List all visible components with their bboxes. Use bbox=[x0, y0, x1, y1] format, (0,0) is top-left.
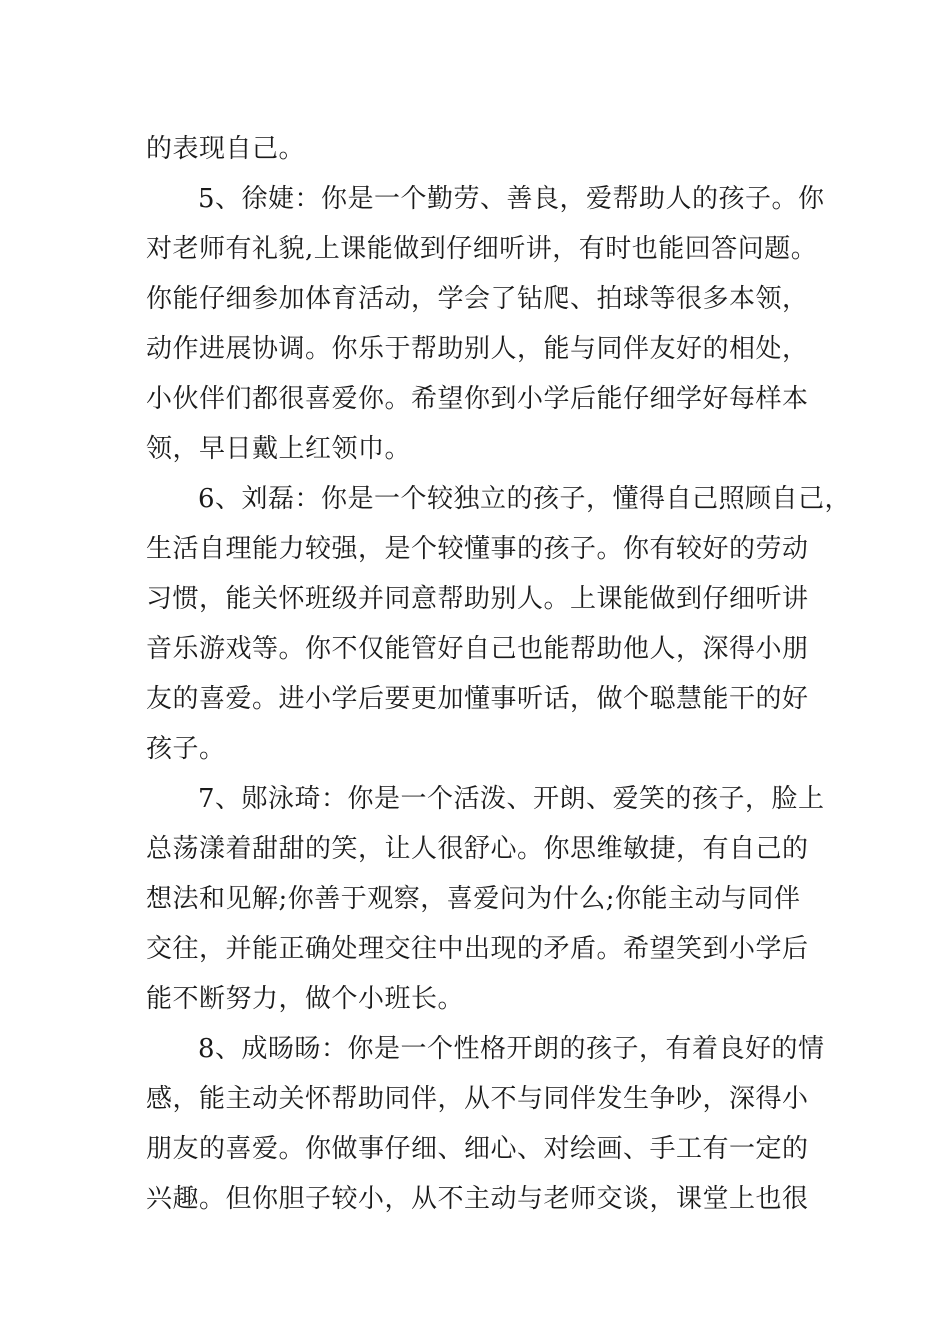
text-line: 的表现自己。 bbox=[146, 134, 306, 164]
text-line: 交往，并能正确处理交往中出现的矛盾。希望笑到小学后 bbox=[146, 934, 809, 964]
text-line: 兴趣。但你胆子较小，从不主动与老师交谈，课堂上也很 bbox=[146, 1184, 809, 1214]
text-line: 习惯，能关怀班级并同意帮助别人。上课能做到仔细听讲 bbox=[146, 584, 809, 614]
text-line: 想法和见解;你善于观察，喜爱问为什么;你能主动与同伴 bbox=[146, 884, 801, 914]
text-line: 小伙伴们都很喜爱你。希望你到小学后能仔细学好每样本 bbox=[146, 384, 809, 414]
text-line: 朋友的喜爱。你做事仔细、细心、对绘画、手工有一定的 bbox=[146, 1134, 809, 1164]
text-line: 生活自理能力较强，是个较懂事的孩子。你有较好的劳动 bbox=[146, 534, 809, 564]
paragraph-6-start: 6、刘磊：你是一个较独立的孩子，懂得自己照顾自己， bbox=[198, 484, 852, 514]
text-line: 孩子。 bbox=[146, 734, 226, 764]
text-line: 对老师有礼貌,上课能做到仔细听讲，有时也能回答问题。 bbox=[146, 234, 818, 264]
text-line: 友的喜爱。进小学后要更加懂事听话，做个聪慧能干的好 bbox=[146, 684, 809, 714]
text-line: 你能仔细参加体育活动，学会了钻爬、拍球等很多本领， bbox=[146, 284, 809, 314]
paragraph-8-start: 8、成旸旸：你是一个性格开朗的孩子，有着良好的情 bbox=[198, 1034, 825, 1064]
text-line: 音乐游戏等。你不仅能管好自己也能帮助他人，深得小朋 bbox=[146, 634, 809, 664]
text-line: 领，早日戴上红领巾。 bbox=[146, 434, 412, 464]
paragraph-5-start: 5、徐婕：你是一个勤劳、善良，爱帮助人的孩子。你 bbox=[198, 184, 825, 214]
text-line: 感，能主动关怀帮助同伴，从不与同伴发生争吵，深得小 bbox=[146, 1084, 809, 1114]
text-line: 动作进展协调。你乐于帮助别人，能与同伴友好的相处， bbox=[146, 334, 809, 364]
paragraph-7-start: 7、郧泳琦：你是一个活泼、开朗、爱笑的孩子，脸上 bbox=[198, 784, 825, 814]
text-line: 总荡漾着甜甜的笑，让人很舒心。你思维敏捷，有自己的 bbox=[146, 834, 809, 864]
text-line: 能不断努力，做个小班长。 bbox=[146, 984, 465, 1014]
